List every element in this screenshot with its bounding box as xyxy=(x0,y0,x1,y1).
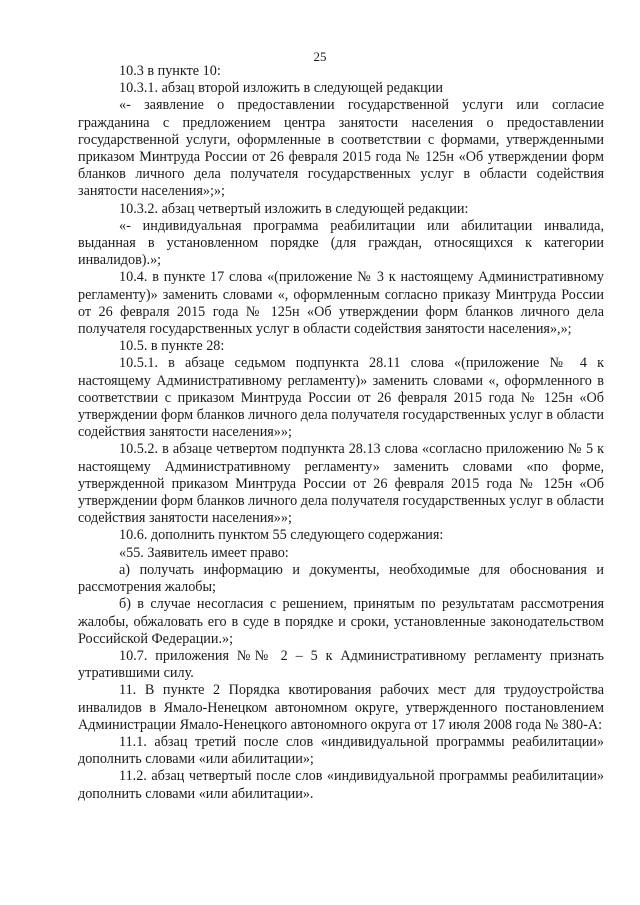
paragraph: 10.3.2. абзац четвертый изложить в следующей редакции: xyxy=(119,200,469,217)
paragraph: 11.2. абзац четвертый после слов «индивидуальной программы реабилитации» дополнить словами «или абилитации». xyxy=(78,768,604,802)
page-number: 25 xyxy=(313,49,327,64)
paragraph: 10.4. в пункте 17 слова «(приложение № 3 к настоящему Административному регламенту)» заменить словами «, оформленным согласно приказу Минтруда России от 26 февраля 2015 года № 125н «Об утверждении форм бланков личного дела получателя государственных услуг в области содействия занятости населения»,»; xyxy=(78,269,604,338)
paragraph: 10.3.1. абзац второй изложить в следующей редакции xyxy=(119,80,443,97)
paragraph: 10.5.2. в абзаце четвертом подпункта 28.13 слова «согласно приложению № 5 к настоящему Административному регламенту» заменить словами «по форме, утвержденной приказом Минтруда России от 26 февраля 2015 года № 125н «Об утверждении форм бланков личного дела получателя государственных услуг в области содействия занятости населения»»; xyxy=(78,441,604,527)
paragraph: а) получать информацию и документы, необходимые для обоснования и рассмотрения жалобы; xyxy=(78,561,604,596)
paragraph: б) в случае несогласия с решением, принятым по результатам рассмотрения жалобы, обжаловать его в суде в порядке и сроки, установленные законодательством Российской Федерации.»; xyxy=(78,596,604,647)
paragraph: 10.5.1. в абзаце седьмом подпункта 28.11 слова «(приложение № 4 к настоящему Административному регламенту)» заменить словами «, оформленного в соответствии с приказом Минтруда России от 26 февраля 2015 года № 125н «Об утверждении форм бланков личного дела получателя государственных услуг в области содействия занятости населения»»; xyxy=(78,355,604,441)
paragraph: 10.3 в пункте 10: xyxy=(119,63,221,79)
paragraph: 11.1. абзац третий после слов «индивидуальной программы реабилитации» дополнить словами «или абилитации»; xyxy=(78,733,604,768)
paragraph: 10.5. в пункте 28: xyxy=(119,338,225,355)
paragraph: 11. В пункте 2 Порядка квотирования рабочих мест для трудоустройства инвалидов в Ямало-Ненецком автономном округе, утвержденного постановлением Администрации Ямало-Ненецкого автономного округа от 17 июля 2008 года № 380-А: xyxy=(78,682,604,733)
paragraph: «- заявление о предоставлении государственной услуги или согласие гражданина с предложением центра занятости населения о предоставлении государственной услуги, оформленные в соответствии с формами, утвержденными приказом Минтруда России от 26 февраля 2015 года № 125н «Об утверждении форм бланков личного дела получателя государственных услуг в области содействия занятости населения»;»; xyxy=(78,97,604,200)
paragraph: «55. Заявитель имеет право: xyxy=(119,544,289,561)
paragraph: 10.7. приложения №№ 2 – 5 к Административному регламенту признать утратившими силу. xyxy=(78,647,604,682)
paragraph: 10.6. дополнить пунктом 55 следующего содержания: xyxy=(119,527,444,544)
document-body xyxy=(78,63,604,803)
paragraph: «- индивидуальная программа реабилитации или абилитации инвалида, выданная в установленном порядке (для граждан, относящихся к категории инвалидов).»; xyxy=(78,217,604,269)
